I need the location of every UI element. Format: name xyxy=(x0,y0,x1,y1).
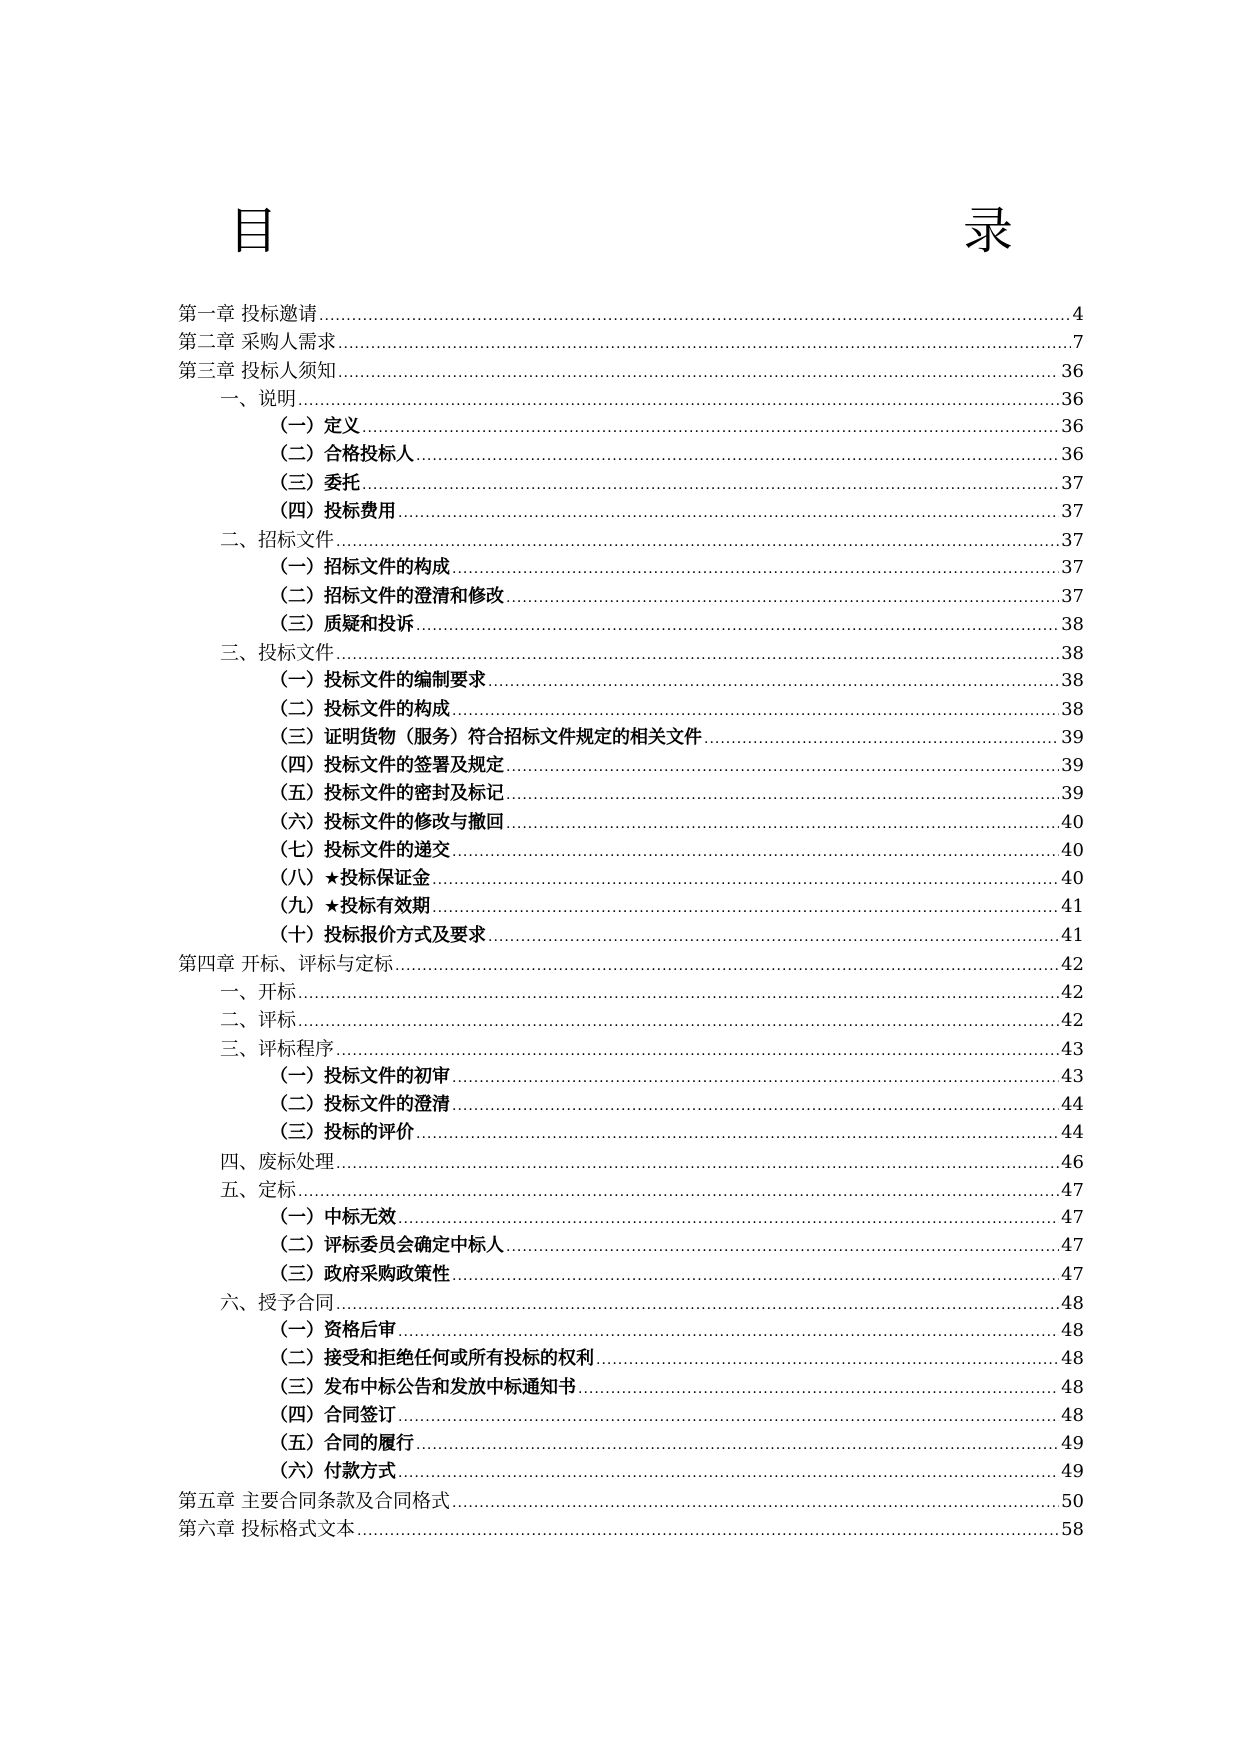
toc-entry[interactable] xyxy=(178,498,1084,526)
toc-dot-leader xyxy=(596,1346,1059,1374)
toc-dot-leader xyxy=(298,1008,1059,1036)
toc-entry[interactable] xyxy=(178,385,1084,413)
toc-dot-leader xyxy=(452,555,1059,583)
toc-entry-label: （一）中标无效 xyxy=(270,1207,396,1228)
toc-entry-label: 第四章 开标、评标与定标 xyxy=(178,952,394,975)
toc-entry-label: （一）投标文件的编制要求 xyxy=(270,670,486,692)
toc-dot-leader xyxy=(398,1205,1059,1233)
toc-entry-label: （七）投标文件的递交 xyxy=(270,839,450,861)
toc-entry[interactable] xyxy=(178,1289,1084,1317)
toc-dot-leader xyxy=(395,952,1059,980)
toc-entry-page-number: 48 xyxy=(1061,1404,1084,1426)
toc-entry-label: （二）接受和拒绝任何或所有投标的权利 xyxy=(270,1348,594,1370)
toc-entry-label: （五）合同的履行 xyxy=(270,1433,414,1454)
toc-entry-page-number: 38 xyxy=(1061,670,1084,692)
toc-entry-page-number: 39 xyxy=(1061,783,1084,805)
toc-dot-leader xyxy=(336,1150,1059,1178)
toc-entry-page-number: 42 xyxy=(1061,953,1084,975)
toc-entry-label: （二）评标委员会确定中标人 xyxy=(270,1235,504,1257)
toc-entry[interactable] xyxy=(178,1232,1084,1260)
toc-entry-page-number: 40 xyxy=(1061,811,1084,833)
toc-entry[interactable] xyxy=(178,554,1084,582)
toc-entry[interactable] xyxy=(178,1006,1084,1034)
toc-entry[interactable] xyxy=(178,1345,1084,1373)
toc-entry-page-number: 47 xyxy=(1061,1235,1084,1257)
toc-entry-page-number: 48 xyxy=(1061,1320,1084,1341)
toc-entry-page-number: 43 xyxy=(1061,1038,1084,1060)
toc-entry-label: （一）投标文件的初审 xyxy=(270,1065,450,1087)
toc-entry[interactable] xyxy=(178,1261,1084,1289)
toc-entry-label: （三）投标的评价 xyxy=(270,1122,414,1144)
toc-entry-label: （五）投标文件的密封及标记 xyxy=(270,783,504,805)
toc-entry-label: （一）招标文件的构成 xyxy=(270,557,450,579)
toc-entry-label: （四）合同签订 xyxy=(270,1404,396,1426)
toc-entry-label: 六、授予合同 xyxy=(220,1291,335,1314)
toc-dot-leader xyxy=(452,1092,1059,1120)
toc-entry[interactable] xyxy=(178,611,1084,639)
toc-entry-page-number: 37 xyxy=(1061,585,1084,607)
toc-entry-page-number: 42 xyxy=(1061,1010,1084,1032)
toc-entry-page-number: 58 xyxy=(1061,1518,1084,1540)
toc-entry-label: （二）合格投标人 xyxy=(270,444,414,466)
toc-title: 目 录 xyxy=(228,202,1208,260)
toc-entry[interactable] xyxy=(178,357,1084,385)
toc-dot-leader xyxy=(398,499,1059,527)
toc-entry[interactable] xyxy=(178,1204,1084,1232)
toc-entry-label: （三）发布中标公告和发放中标通知书 xyxy=(270,1376,576,1398)
toc-entry[interactable] xyxy=(178,1374,1084,1402)
toc-entry[interactable] xyxy=(178,526,1084,554)
toc-dot-leader xyxy=(416,612,1059,640)
toc-dot-leader xyxy=(506,753,1059,781)
toc-entry[interactable] xyxy=(178,1119,1084,1147)
toc-entry-page-number: 36 xyxy=(1061,388,1084,410)
toc-entry-page-number: 36 xyxy=(1061,444,1084,466)
toc-dot-leader xyxy=(416,1120,1059,1148)
toc-entry-page-number: 38 xyxy=(1061,613,1084,635)
toc-entry-label: （十）投标报价方式及要求 xyxy=(270,924,486,946)
toc-entry-label: （六）付款方式 xyxy=(270,1461,396,1483)
toc-entry[interactable] xyxy=(178,1430,1084,1458)
toc-entry-page-number: 41 xyxy=(1061,924,1084,946)
toc-entry[interactable] xyxy=(178,978,1084,1006)
toc-entry-label: （三）委托 xyxy=(270,472,360,494)
toc-entry-label: （四）投标文件的签署及规定 xyxy=(270,755,504,776)
toc-dot-leader xyxy=(506,781,1059,809)
toc-dot-leader xyxy=(506,1233,1059,1261)
toc-entry[interactable] xyxy=(178,865,1084,893)
toc-dot-leader xyxy=(452,1064,1059,1092)
toc-dot-leader xyxy=(452,697,1059,725)
toc-entry-page-number: 44 xyxy=(1061,1122,1084,1144)
toc-dot-leader xyxy=(362,471,1059,499)
toc-dot-leader xyxy=(578,1375,1059,1403)
toc-dot-leader xyxy=(336,1291,1059,1319)
toc-dot-leader xyxy=(416,1431,1059,1459)
toc-dot-leader xyxy=(357,1517,1059,1545)
toc-entry-page-number: 37 xyxy=(1061,500,1084,522)
toc-dot-leader xyxy=(488,668,1059,696)
toc-entry-label: （六）投标文件的修改与撤回 xyxy=(270,811,504,833)
toc-entry-label: （九）★投标有效期 xyxy=(270,896,431,918)
toc-entry-label: 第五章 主要合同条款及合同格式 xyxy=(178,1489,451,1512)
toc-entry[interactable] xyxy=(178,922,1084,950)
toc-dot-leader xyxy=(298,980,1059,1008)
toc-dot-leader xyxy=(452,838,1059,866)
toc-dot-leader xyxy=(452,1489,1059,1517)
toc-entry-page-number: 39 xyxy=(1061,726,1084,748)
toc-entry-label: 第一章 投标邀请 xyxy=(178,303,318,325)
toc-entry[interactable] xyxy=(178,1035,1084,1063)
toc-entry-page-number: 49 xyxy=(1061,1461,1084,1483)
toc-entry[interactable] xyxy=(178,1148,1084,1176)
toc-dot-leader xyxy=(432,866,1059,894)
toc-dot-leader xyxy=(298,387,1059,415)
toc-entry[interactable] xyxy=(178,1487,1084,1515)
toc-dot-leader xyxy=(398,1318,1059,1346)
toc-entry-page-number: 40 xyxy=(1061,868,1084,889)
toc-entry-label: （四）投标费用 xyxy=(270,500,396,522)
toc-entry-page-number: 42 xyxy=(1061,982,1084,1003)
toc-entry-page-number: 36 xyxy=(1061,416,1084,437)
toc-entry-page-number: 40 xyxy=(1061,839,1084,861)
toc-entry-page-number: 50 xyxy=(1061,1490,1084,1512)
toc-dot-leader xyxy=(362,414,1059,442)
toc-dot-leader xyxy=(452,1262,1059,1290)
toc-entry-page-number: 44 xyxy=(1061,1094,1084,1115)
toc-entry-page-number: 36 xyxy=(1061,360,1084,382)
toc-entry-label: 第六章 投标格式文本 xyxy=(178,1517,356,1540)
toc-entry-page-number: 46 xyxy=(1061,1151,1084,1173)
toc-dot-leader xyxy=(336,528,1059,556)
toc-entry[interactable] xyxy=(178,441,1084,469)
toc-dot-leader xyxy=(506,584,1059,612)
toc-entry[interactable] xyxy=(178,893,1084,921)
toc-dot-leader xyxy=(398,1403,1059,1431)
toc-entry-page-number: 48 xyxy=(1061,1292,1084,1314)
toc-dot-leader xyxy=(432,894,1059,922)
toc-entry-page-number: 37 xyxy=(1061,530,1084,551)
toc-entry-page-number: 47 xyxy=(1061,1207,1084,1228)
toc-entry-page-number: 38 xyxy=(1061,643,1084,664)
toc-entry-label: 五、定标 xyxy=(220,1178,297,1201)
toc-entry-label: 三、投标文件 xyxy=(220,642,335,664)
toc-dot-leader xyxy=(506,810,1059,838)
toc-entry-page-number: 37 xyxy=(1061,472,1084,494)
toc-dot-leader xyxy=(336,641,1059,669)
toc-dot-leader xyxy=(298,1178,1059,1206)
toc-entry-page-number: 47 xyxy=(1061,1263,1084,1285)
toc-dot-leader xyxy=(336,1037,1059,1065)
toc-dot-leader xyxy=(319,302,1071,330)
table-of-contents xyxy=(178,300,1084,1543)
toc-entry-label: （一）定义 xyxy=(270,416,360,437)
toc-entry[interactable] xyxy=(178,837,1084,865)
toc-entry[interactable] xyxy=(178,1063,1084,1091)
toc-entry-label: 一、说明 xyxy=(220,387,297,410)
toc-dot-leader xyxy=(488,923,1059,951)
toc-entry-label: （二）招标文件的澄清和修改 xyxy=(270,585,504,607)
toc-entry-page-number: 41 xyxy=(1061,896,1084,918)
toc-entry[interactable] xyxy=(178,639,1084,667)
toc-entry-label: 第二章 采购人需求 xyxy=(178,331,337,354)
toc-dot-leader xyxy=(704,725,1059,753)
toc-entry-page-number: 43 xyxy=(1061,1065,1084,1087)
toc-entry[interactable] xyxy=(178,667,1084,695)
toc-dot-leader xyxy=(338,359,1059,387)
toc-entry[interactable] xyxy=(178,1091,1084,1119)
toc-entry[interactable] xyxy=(178,724,1084,752)
toc-entry-page-number: 38 xyxy=(1061,698,1084,720)
toc-entry-label: （二）投标文件的澄清 xyxy=(270,1094,450,1115)
toc-dot-leader xyxy=(416,442,1059,470)
toc-dot-leader xyxy=(398,1459,1059,1487)
toc-entry-page-number: 48 xyxy=(1061,1376,1084,1398)
toc-entry-page-number: 4 xyxy=(1072,304,1084,325)
toc-entry[interactable] xyxy=(178,950,1084,978)
toc-dot-leader xyxy=(338,330,1071,358)
toc-entry[interactable] xyxy=(178,328,1084,356)
toc-entry[interactable] xyxy=(178,752,1084,780)
toc-entry[interactable] xyxy=(178,470,1084,498)
toc-entry-label: （三）证明货物（服务）符合招标文件规定的相关文件 xyxy=(270,726,702,748)
toc-entry[interactable] xyxy=(178,809,1084,837)
toc-entry[interactable] xyxy=(178,1458,1084,1486)
toc-entry[interactable] xyxy=(178,413,1084,441)
toc-entry-page-number: 39 xyxy=(1061,755,1084,776)
toc-entry[interactable] xyxy=(178,1402,1084,1430)
toc-entry-label: （二）投标文件的构成 xyxy=(270,698,450,720)
toc-entry-label: 二、评标 xyxy=(220,1009,297,1032)
toc-entry-page-number: 37 xyxy=(1061,557,1084,579)
toc-entry-page-number: 49 xyxy=(1061,1433,1084,1454)
toc-entry[interactable] xyxy=(178,583,1084,611)
toc-entry-label: （八）★投标保证金 xyxy=(270,868,431,889)
toc-entry[interactable] xyxy=(178,780,1084,808)
toc-entry-page-number: 7 xyxy=(1072,332,1084,354)
toc-entry-page-number: 48 xyxy=(1061,1348,1084,1370)
toc-entry-label: 三、评标程序 xyxy=(220,1037,335,1060)
toc-entry-label: （三）政府采购政策性 xyxy=(270,1263,450,1285)
toc-entry[interactable] xyxy=(178,1317,1084,1345)
toc-entry-page-number: 47 xyxy=(1061,1179,1084,1201)
toc-entry[interactable] xyxy=(178,300,1084,328)
toc-entry-label: 二、招标文件 xyxy=(220,529,335,551)
toc-entry-label: 四、废标处理 xyxy=(220,1150,335,1173)
toc-entry-label: （三）质疑和投诉 xyxy=(270,613,414,635)
toc-entry[interactable] xyxy=(178,1176,1084,1204)
toc-entry-label: 一、开标 xyxy=(220,981,297,1003)
toc-entry[interactable] xyxy=(178,696,1084,724)
toc-entry-label: 第三章 投标人须知 xyxy=(178,359,337,382)
toc-entry[interactable] xyxy=(178,1515,1084,1543)
toc-entry-label: （一）资格后审 xyxy=(270,1320,396,1341)
